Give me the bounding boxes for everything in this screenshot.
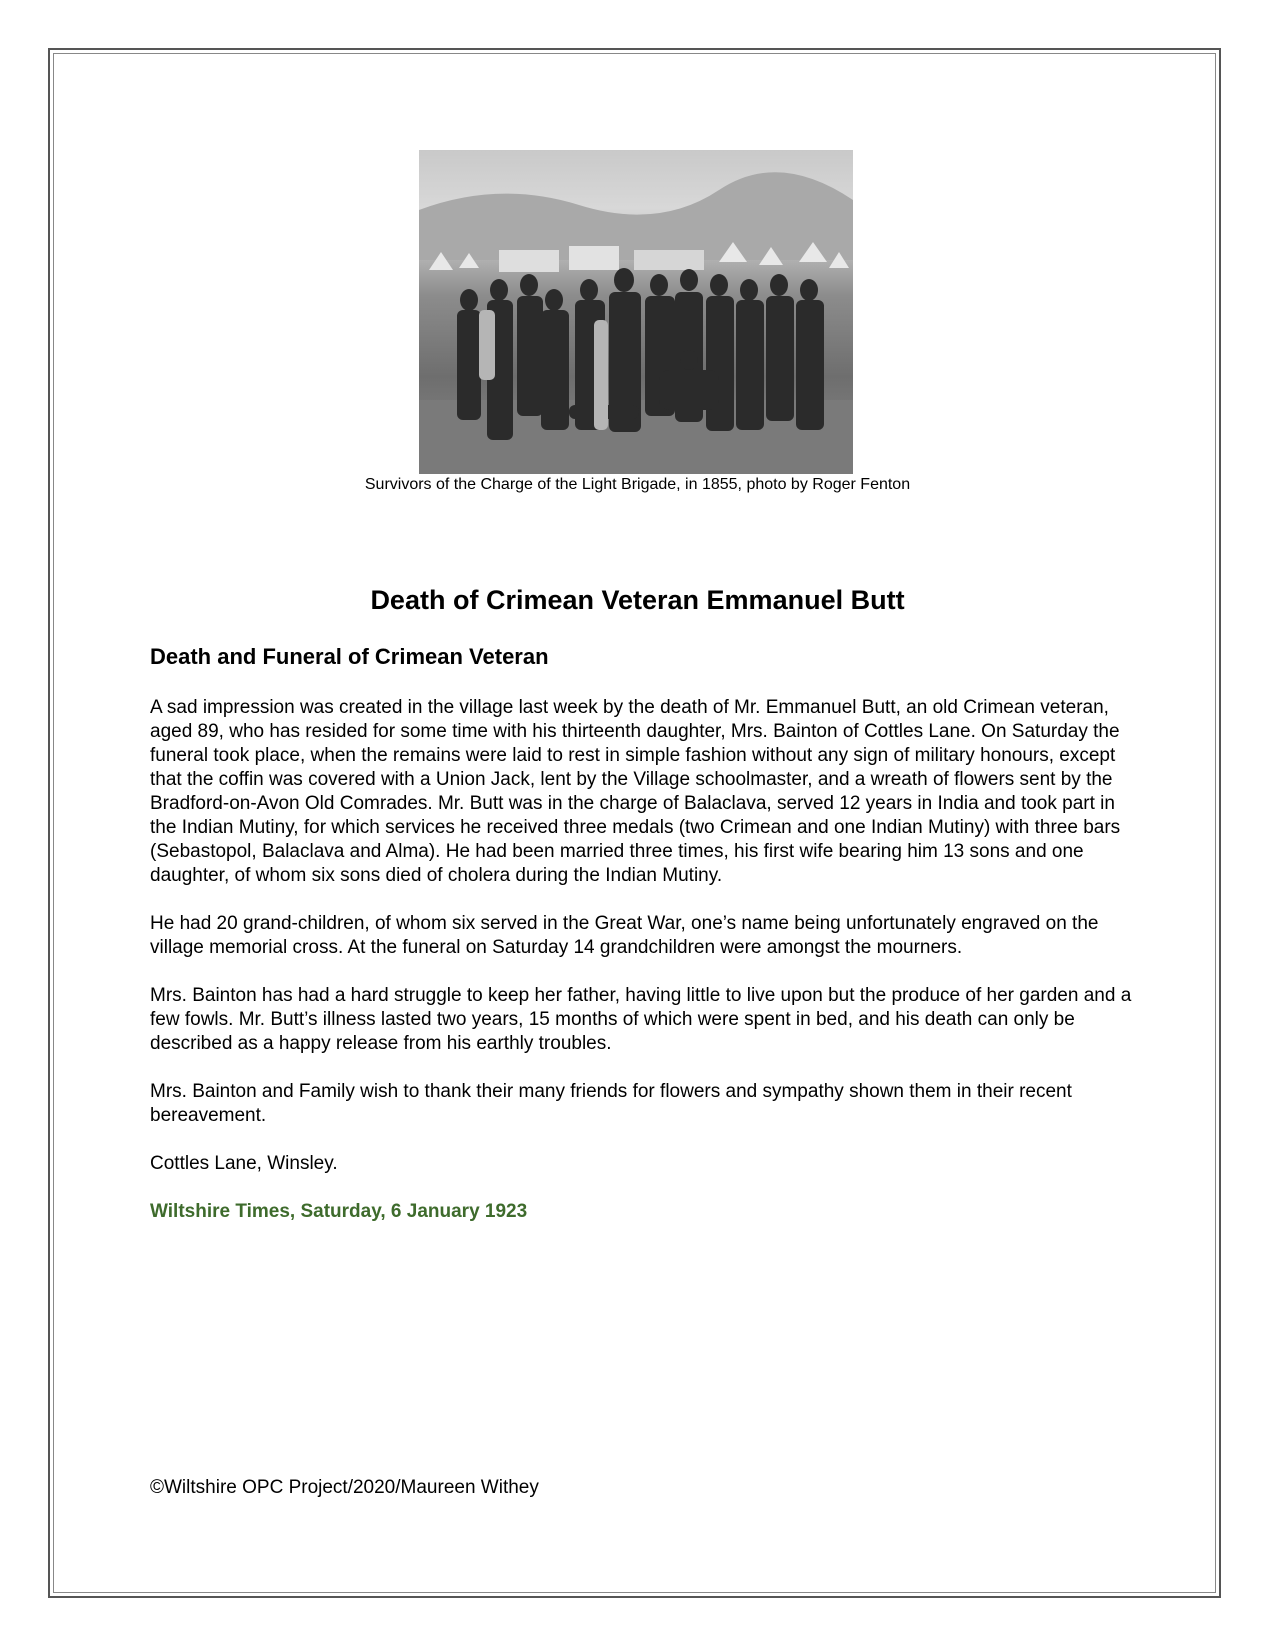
article-subtitle: Death and Funeral of Crimean Veteran (150, 644, 549, 669)
copyright-notice: ©Wiltshire OPC Project/2020/Maureen Withey (150, 1477, 539, 1498)
article-body (150, 696, 1140, 1248)
paragraph: Mrs. Bainton has had a hard struggle to keep her father, having little to live upon but the produce of her garden and a few fowls. Mr. Butt’s illness lasted two years, 15 months of which were spent in bed, and his death can only be described as a happy release from his earthly troubles. (150, 985, 1132, 1054)
photo-caption: Survivors of the Charge of the Light Brigade, in 1855, photo by Roger Fenton (364, 476, 911, 493)
paragraph: A sad impression was created in the village last week by the death of Mr. Emmanuel Butt, an old Crimean veteran, aged 89, who has resided for some time with his thirteenth daughter, Mrs. Bainton of Cottles Lane. On Saturday the funeral took place, when the remains were laid to rest in simple fashion without any sign of military honours, except that the coffin was covered with a Union Jack, lent by the Village schoolmaster, and a wreath of flowers sent by the Bradford-on-Avon Old Comrades. Mr. Butt was in the charge of Balaclava, served 12 years in India and took part in the Indian Mutiny, for which services he received three medals (two Crimean and one Indian Mutiny) with three bars (Sebastopol, Balaclava and Alma). He had been married three times, his first wife bearing him 13 sons and one daughter, of whom six sons died of cholera during the Indian Mutiny. (150, 697, 1121, 886)
paragraph: He had 20 grand-children, of whom six served in the Great War, one’s name being unfortunately engraved on the village memorial cross. At the funeral on Saturday 14 grandchildren were amongst the mourners. (150, 913, 1099, 958)
paragraph: Cottles Lane, Winsley. (150, 1153, 338, 1174)
light-brigade-photo (419, 150, 853, 474)
article-title: Death of Crimean Veteran Emmanuel Butt (370, 585, 905, 615)
paragraph: Mrs. Bainton and Family wish to thank their many friends for flowers and sympathy shown them in their recent bereavement. (150, 1081, 1072, 1126)
source-citation: Wiltshire Times, Saturday, 6 January 1923 (150, 1201, 528, 1222)
